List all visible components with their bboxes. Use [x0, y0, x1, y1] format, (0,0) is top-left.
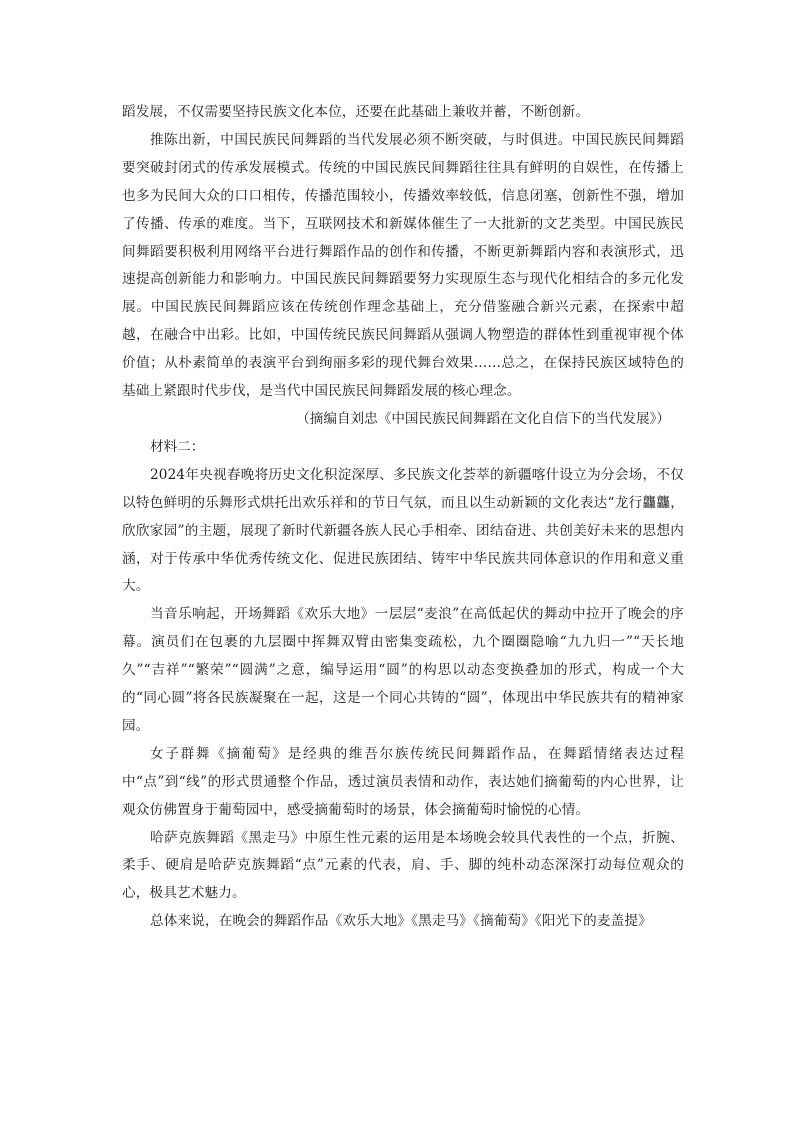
paragraph-continued: 蹈发展，不仅需要坚持民族文化本位，还要在此基础上兼收并蓄，不断创新。 [122, 104, 590, 120]
material-two-heading: 材料二： [150, 438, 205, 455]
paragraph-summary: 总体来说，在晚会的舞蹈作品《欢乐大地》《黑走马》《摘葡萄》《阳光下的麦盖提》 [150, 913, 652, 930]
document-body [122, 99, 684, 936]
paragraph-opening-dance: 当音乐响起，开场舞蹈《欢乐大地》一层层“麦浪”在高低起伏的舞动中拉开了晚会的序幕。演员们在包裹的九层圈中挥舞双臂由密集变疏松，九个圈圈隐喻“九九归一”“天长地久”“吉祥”“繁荣”“圆满”之意，编导运用“圆”的构思以动态变换叠加的形式，构成一个大的“同心圆”将各民族凝聚在一起，这是一个同心共铸的“圆”，体现出中华民族共有的精神家园。 [122, 606, 684, 734]
source-citation: （摘编自刘忠《中国民族民间舞蹈在文化自信下的当代发展》） [296, 410, 670, 427]
paragraph-gala-intro: 2024年央视春晚将历史文化积淀深厚、多民族文化荟萃的新疆喀什设立为分会场，不仅以特色鲜明的乐舞形式烘托出欢乐祥和的节日气氛，而且以生动新颖的文化表达“龙行龘龘，欣欣家园”的主题，展现了新时代新疆各族人民心手相牵、团结奋进、共创美好未来的思想内涵，对于传承中华优秀传统文化、促进民族团结、铸牢中华民族共同体意识的作用和意义重大。 [122, 466, 684, 595]
paragraph-grape-dance: 女子群舞《摘葡萄》是经典的维吾尔族传统民间舞蹈作品，在舞蹈情绪表达过程中“点”到“线”的形式贯通整个作品，透过演员表情和动作，表达她们摘葡萄的内心世界，让观众仿佛置身于葡萄园中，感受摘葡萄时的场景，体会摘葡萄时愉悦的心情。 [122, 745, 684, 818]
paragraph-black-horse-dance: 哈萨克族舞蹈《黑走马》中原生性元素的运用是本场晚会较具代表性的一个点，折腕、柔手、硬肩是哈萨克族舞蹈“点”元素的代表，肩、手、脚的纯朴动态深深打动每位观众的心，极具艺术魅力。 [122, 829, 684, 902]
paragraph-innovation: 推陈出新，中国民族民间舞蹈的当代发展必须不断突破，与时俱进。中国民族民间舞蹈要突破封闭式的传承发展模式。传统的中国民族民间舞蹈往往具有鲜明的自娱性，在传播上也多为民间大众的口口相传，传播范围较小，传播效率较低，信息闭塞，创新性不强，增加了传播、传承的难度。当下，互联网技术和新媒体催生了一大批新的文艺类型。中国民族民间舞蹈要积极利用网络平台进行舞蹈作品的创作和传播，不断更新舞蹈内容和表演形式，迅速提高创新能力和影响力。中国民族民间舞蹈要努力实现原生态与现代化相结合的多元化发展。中国民族民间舞蹈应该在传统创作理念基础上，充分借鉴融合新兴元素，在探索中超越，在融合中出彩。比如，中国传统民族民间舞蹈从强调人物塑造的群体性到重视审视个体价值；从朴素简单的表演平台到绚丽多彩的现代舞台效果……总之，在保持民族区域特色的基础上紧跟时代步伐，是当代中国民族民间舞蹈发展的核心理念。 [122, 131, 684, 400]
